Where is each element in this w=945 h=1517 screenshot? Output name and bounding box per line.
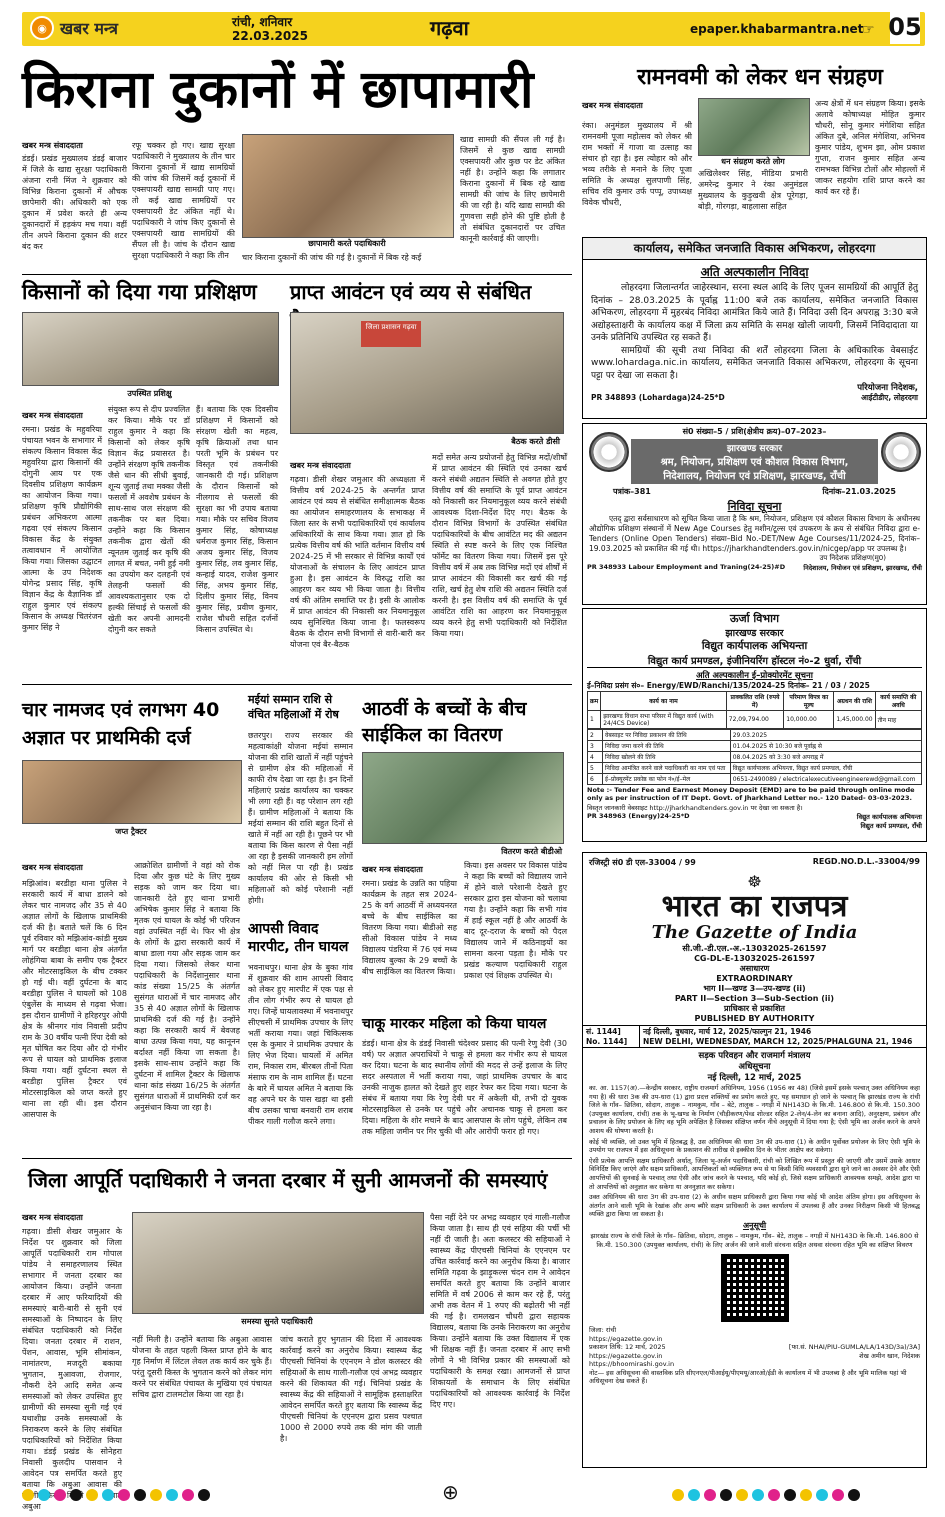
story10-caption: समस्या सुनते पदाधिकारी <box>241 1317 313 1326</box>
tender3-box <box>582 608 927 842</box>
divider <box>22 1158 572 1159</box>
date: 22.03.2025 <box>232 29 308 43</box>
story7-col1: भवनाथपुर। थाना क्षेत्र के बुका गांव में शुक्रवार की शाम आपसी विवाद को लेकर हुए मारपीट में एक पक्ष से तीन लोग गंभीर रूप से घायल हो गए। जिन्हें घायलावस्था में भवनाथपुर सीएचसी में प्राथमिक उपचार के लिए भर्ती कराया गया। जहां चिकित्सक एस के कुमार ने प्राथमिक उपचार के लिए भेज दिया। घायलों में अमित राम, निकास राम, बीरबल तीनों पिता मंसाफ राम के नाम शामिल हैं। घटना के बारे में घायल अमित ने बताया कि वह अपने घर के पास खड़ा था इसी बीच उसका चाचा बनवारी राम शराब पीकर गाली गलौज करने लगा। <box>248 963 353 1126</box>
tender3-pr: PR 348963 (Energy)24-25*D <box>587 812 690 820</box>
gazette-part-hi: भाग II—खण्ड 3—उप-खण्ड (ii) <box>703 984 806 993</box>
gazette-site1: https://egazette.gov.in <box>589 1334 663 1343</box>
tender3-table-cell: झारखण्ड विधान सभा परिसर में विद्युत कार्य (with 24/4CS Device) <box>601 711 727 729</box>
registration-dot-icon <box>70 1489 82 1501</box>
story5-caption: जप्त ट्रैक्टर <box>115 827 147 836</box>
story3-caption: उपस्थित प्रशिक्षु <box>127 389 172 398</box>
tender3-table-header: परिमाण विपत्र का मूल्य <box>784 692 834 711</box>
story5-col2: आक्रोशित ग्रामीणों ने वहां को रोक दिया और कुछ घंटे के लिए मुख्य सड़क को जाम कर दिया था। जानकारी देते हुए थाना प्रभारी अभिषेक कुमार सिंह ने बताया कि मृतक एवं घायल के कोई भी परिजन वहां उपस्थित नहीं थे। फिर भी क्षेत्र के लोगों के द्वारा सरकारी कार्य में बाधा डाला गया और सड़क जाम कर दिया गया। जिसको लेकर थाना पदाधिकारी के निर्देशानुसार थाना कांड संख्या 15/25 के अंतर्गत सुसंगत धाराओं में चार नामजद और 35 से 40 अज्ञात लोगों के खिलाफ प्राथमिकी दर्ज की गई है। उन्होंने कहा कि सरकारी कार्य में बेवजह बाधा उत्पन्न किया गया, यह कानूनन बर्दाश्त नहीं किया जा सकता है। इसके साथ-साथ उन्होंने कहा कि दुर्घटना में शामिल ट्रैक्टर के खिलाफ थाना कांड संख्या 16/25 के अंतर्गत सुसंगत धाराओं में प्राथमिकी दर्ज कर अनुसंधान किया जा रहा है। <box>134 861 240 1112</box>
city-day: रांची, शनिवार <box>232 15 293 29</box>
tender3-table-header: क्रम <box>588 692 601 711</box>
story3-col1: रमना। प्रखंड के महुवरिया पंचायत भवन के सभागार में संकल्प किसान विकास केंद्र महुवरिया द्वारा किसानों की दोगुनी आय पर एक दिवसीय प्रशिक्षण कार्यक्रम का आयोजन किया गया। प्रशिक्षण कृषि प्रौद्योगिकी प्रबंधन अभिकरण आत्मा गढ़वा एवं संकल्प किसान विकास केंद्र के संयुक्त तत्वावधान में आयोजित किया गया। जिसका उद्घाटन आत्मा के उप निदेशक योगेन्द्र प्रसाद सिंह, कृषि विज्ञान केंद्र के वैज्ञानिक डॉ राहुल कुमार एवं संकल्प किसान के अध्यक्ष चितरंजन कुमार सिंह ने <box>22 425 102 632</box>
story10-col3: जांच कराते हुए भुगतान की दिशा में आवश्यक कार्रवाई करने का अनुरोध किया। स्वास्थ्य केंद्र पीएचसी चिनियां के एएनएम ने डोल कलस्टर की सहियाओं के साथ गाली-गलौज एवं अभद्र व्यवहार करने की शिकायत की गई। चिनियां प्रखंड के स्वास्थ्य केंद्र की सहियाओं ने सामूहिक हस्ताक्षरित आवेदन समर्पित करते हुए बताया कि स्वास्थ्य केंद्र पीएचसी चिनियां के एएनएम द्वारा प्रसव पश्चात 1000 से 2000 रुपये तक की मांग की जाती है। <box>280 1335 422 1443</box>
tender2-ref: सं0 संख्या–5 / प्रशि(क्षेत्रीय क्रय)–07–2023– <box>682 427 827 436</box>
gazette-site2: https://egazette.gov.in <box>589 1351 663 1360</box>
tender3-schedule-cell: वेबसाइट पर निविदा प्रकाशन की तिथि <box>603 730 731 741</box>
gazette-extraordinary: EXTRAORDINARY <box>716 974 793 983</box>
gazette-auth-hi: प्राधिकार से प्रकाशित <box>724 1004 785 1013</box>
story3-col2: संयुक्त रूप से दीप प्रज्वलित कर किया। मौके पर डॉ राहुल कुमार ने कहा कि किसानों को लेकर कृषि विज्ञान केंद्र प्रयासरत है। उन्होंने संरक्षण कृषि तकनीक जैसे धान की सीधी बुवाई, शून्य जुताई तथा मक्का जैसी फसलों में अवशेष प्रबंधन के साथ-साथ जल संरक्षण की तकनीक पर बल दिया। उन्होंने कहा कि किसान तकनीक द्वारा खेतों की न्यूनतम जुताई कर कृषि की लागत में बचत, नमी हुई नमी का उपयोग कर दलहनी एवं तेलहनी फसलों की आवश्यकतानुसार एक दो हल्की सिंचाई से फसलों की खेती कर अपनी आमदनी दोगुनी कर सकते <box>108 405 190 634</box>
tender2-dept2: निदेशालय, नियोजन एवं प्रशिक्षण, झारखण्ड, राँची <box>663 471 846 482</box>
tender1-dept: कार्यालय, समेकित जनजाति विकास अभिकरण, लोहरदगा <box>583 238 926 260</box>
gazette-part-en: PART II—Section 3—Sub-Section (ii) <box>674 994 835 1003</box>
registration-dot-icon <box>752 1489 764 1501</box>
story4-board: जिला प्रशासन गढ़वा <box>361 321 421 347</box>
tender3-schedule-cell: 29.03.2025 <box>730 730 921 741</box>
gazette-site3: https://bhoomirashi.gov.in <box>589 1360 675 1369</box>
story6-col1: छतरपुर। राज्य सरकार की महत्वाकांक्षी योजना मईयां सम्मान योजना की राशि खातों में नहीं पहुंचने से ग्रामीण क्षेत्र की महिलाओं में काफी रोष देखा जा रहा है। इन दिनों महिलाएं प्रखंड कार्यालय का चक्कर भी लगा रही हैं। वह परेशान लग रही हैं। ग्रामीण महिलाओं ने बताया कि मईयां सम्मान की राशि बहुत दिनों से खाते में नहीं आ रही है। पूछने पर भी बताया कि किस कारण से पैसा नहीं आ रहा है इसकी जानकारी हम लोगों को नहीं मिल पा रही है। प्रखंड कार्यालय की ओर से किसी भी महिलाओं को कोई परेशानी नहीं होगी। <box>248 731 353 905</box>
gazette-title-hi: भारत का राजपत्र <box>661 889 848 924</box>
gazette-signer: शेख अमीन खान, निदेशक <box>859 1351 920 1360</box>
tender3-title: अति अल्पकालीन ई–प्रोक्योरमेंट सूचना <box>696 671 813 681</box>
gazette-no-hi: सं. 1144] <box>586 1027 621 1036</box>
table-row <box>588 741 922 752</box>
story10-col2: नहीं मिली है। उन्होंने बताया कि अबुआ आवास योजना के तहत पहली किस्त प्राप्त होने के बाद गृह निर्माण में लिंटल लेवल तक कार्य कर चुके हैं। परंतु दूसरी किस्त के भुगतान करने को लेकर मांग करने पर संबंधित पंचायत के मुखिया एवं पंचायत सचिव द्वारा टालमटोल किया जा रहा है। <box>132 1335 272 1399</box>
registration-dot-icon <box>198 1489 210 1501</box>
story8-photo <box>362 752 564 844</box>
tender2-pr: PR 348933 Labour Employment and Traning(24-25)#D <box>587 563 786 571</box>
tender3-table-header: कार्य का नाम <box>601 692 727 711</box>
color-dots-right <box>672 1486 864 1505</box>
registration-dot-icon <box>768 1489 780 1501</box>
tender3-table-cell: 1,45,000.00 <box>834 711 875 729</box>
tender2-text: एतद् द्वारा सर्वसाधारण को सूचित किया जाता है कि श्रम, नियोजन, प्रशिक्षण एवं कौशल विकास विभाग के अधीनस्थ औद्योगिक प्रशिक्षण संस्थानों में New Age Courses हेतु मशीन/टूल्स एवं उपकरण के क्रय से संबंधित निविदा द्वारा e-Tenders (Online Open Tenders) संख्या–Bid No.-DET/New Age Courses/11/2024-25, दिनांक–19.03.2025 को प्रकाशित की गई थी। https://jharkhandtenders.gov.in/nicgep/app पर उपलब्ध है। <box>589 514 920 553</box>
tender3-note2: विस्तृत जानकारी वेबसाइट http://jharkhandtenders.gov.in पर देखा जा सकता है। <box>587 804 803 812</box>
registration-dot-icon <box>86 1489 98 1501</box>
story4-headline: प्राप्त आवंटन एवं व्यय से संबंधित <box>290 280 532 304</box>
tender1-para1: लोहरदगा जिलान्तर्गत जाहेरस्थान, सरना स्थल आदि के लिए पूजन सामग्रियों की आपूर्ति हेतु दिनांक – 28.03.2025 के पूर्वाह्न 11:00 बजे तक कार्यालय, समेकित जनजाति विकास अभिकरण, लोहरदगा में मुहरबंद निविदा आमंत्रित किये जाते हैं। निविदा उसी दिन अपराह्न 3:30 बजे अद्योहस्ताक्षरी के कार्यालय कक्ष में जिला क्रय समिति के समक्ष खोली जायगी, जिसमें निविदादाता या उनके प्रतिनिधि उपस्थित रह सकते हैं। <box>591 283 918 343</box>
story5-byline: खबर मन्त्र संवाददाता <box>22 863 83 872</box>
gazette-body: का. आ. 1157(अ).—केन्द्रीय सरकार, राष्ट्रीय राजमार्ग अधिनियम, 1956 (1956 का 48) (जिसे इसमें इसके पश्चात् उक्त अधिनियम कहा गया है) की धारा 3क की उप-धारा (1) द्वारा प्रदत्त शक्तियों का प्रयोग करते हुए, यह समाधान हो जाने के पश्चात् कि झारखंड राज्य के रांची जिले के गाँव– छितिवा, सोदाग, तालुक – नामकुम, गाँव – बेटे, तालुक – नगड़ी में NH143D के कि.मी. 146.800 से कि.मी. 150.300 (उपयुक्त कार्यालय, रांची) तक के भू-खण्ड के निर्माण (चौड़ीकरण/पेव्ड शोल्डर सहित 2-लेन/4-लेन का बनाना आदि), अनुरक्षण, प्रबंधन और प्रचालन के लिए प्रयोजन के लिए वह भूमि अपेक्षित है जिसका संक्षिप्त वर्णन नीचे अनुसूची में दिया गया है; ऐसी भूमि का अर्जन करने के अपने आशय की घोषणा करती है। <box>589 1084 920 1135</box>
story1-col1: डंडई। प्रखंड मुख्यालय डंडई बाजार में जिले के खाद्य सुरक्षा पदाधिकारी अंजना रानी मिंज ने शुक्रवार को विभिन्न किराना दुकानों में औचक छापेमारी की। अधिकारी को एक दुकान में प्रवेश करते ही अन्य दुकानदारों में हड़कंप मच गया। वहीं तीन अपने किराना दुकान की शटर बंद कर <box>22 154 127 251</box>
story9-headline: चाकू मारकर महिला को किया घायल <box>362 1016 547 1032</box>
tender3-schedule-cell: 4 <box>588 752 603 763</box>
story2-headline: रामनवमी को लेकर धन संग्रहण <box>637 65 883 90</box>
gazette-code1: सी.जी.-डी.एल.-अ.-13032025-261597 <box>682 944 827 953</box>
gazette-box <box>582 852 927 1468</box>
gazette-title-en: The Gazette of India <box>651 922 858 943</box>
gazette-date-en: NEW DELHI, WEDNESDAY, MARCH 12, 2025/PHALGUNA 21, 1946 <box>643 1037 913 1046</box>
divider <box>22 274 572 275</box>
story3-headline: किसानों को दिया गया प्रशिक्षण <box>22 280 257 304</box>
divider <box>22 684 572 685</box>
gazette-code2: CG-DL-E-13032025-261597 <box>694 954 815 963</box>
registration-dot-icon <box>102 1489 114 1501</box>
gazette-reg-left: रजिस्ट्री सं0 डी एल-33004 / 99 <box>589 858 696 867</box>
table-row <box>588 774 922 785</box>
gazette-schedule: अनुसूची <box>742 1220 767 1230</box>
tender1-title: अति अल्पकालीन निविदा <box>700 265 809 279</box>
tender3-schedule-cell: निविदा खोलने की तिथि <box>603 752 731 763</box>
registration-dot-icon <box>848 1489 860 1501</box>
registration-dot-icon <box>832 1489 844 1501</box>
registration-dot-icon <box>54 1489 66 1501</box>
ashoka-emblem-icon: ☸ <box>747 872 762 891</box>
tender3-table-header: प्राक्कलित राशि (रुपये में) <box>726 692 784 711</box>
footer-marks <box>22 1478 925 1506</box>
tender3-table-header: कार्य समाप्ति की अवधि <box>875 692 921 711</box>
tender3-table-cell: 72,09,794.00 <box>726 711 784 729</box>
gazette-body2: कोई भी व्यक्ति, जो उक्त भूमि में हितबद्ध है, उस अधिनियम की धारा 3ग की उप-धारा (1) के अधीन पूर्वोक्त प्रयोजन के लिए ऐसी भूमि के उपयोग पर राजपत्र में इस अधिसूचना के प्रकाशन की तारीख से इक्कीस दिन के भीतर आक्षेप कर सकेगा। <box>589 1137 920 1155</box>
story3-photo <box>22 312 279 386</box>
tender3-schedule-cell: 6 <box>588 774 603 785</box>
story6-headline: मईयां सम्मान राशि से वंचित महिलाओं में रोष <box>248 693 339 721</box>
tender3-table-cell: 1 <box>588 711 601 729</box>
story4-caption: बैठक करते डीसी <box>511 437 560 446</box>
registration-dot-icon <box>118 1489 130 1501</box>
gazette-foot: नोट— इस अधिसूचना की वास्तविक प्रति सीएनएल/पीआईयू/पीएमयू/आरओ/ईडी के कार्यालय में भी उपलब्ध है और भूमि मालिक यहां भी अधिसूचना देख सकते हैं। <box>589 1368 907 1386</box>
story5-headline: चार नामजद एवं लगभग 40 अज्ञात पर प्राथमिकी दर्ज <box>22 699 220 749</box>
gazette-body4: उक्त अधिनियम की धारा 3ग की उप-धारा (2) के अधीन सक्षम प्राधिकारी द्वारा किया गया कोई भी आदेश अंतिम होगा। इस अधिसूचना के अंतर्गत आने वाली भूमि के रेखांक और अन्य ब्यौरे सक्षम प्राधिकारी के उक्त कार्यालय में उपलब्ध हैं और उनका निरीक्षण किसी भी हितबद्ध व्यक्ति द्वारा किया जा सकता है। <box>589 1193 920 1219</box>
tender3-division: विद्युत कार्य प्रमण्डल, इंजीनियरिंग हॉस्टल नं०-2 धुर्वा, राँची <box>587 653 922 668</box>
tender3-schedule-cell: 3 <box>588 741 603 752</box>
story10-col4: पैसा नहीं देने पर अभद्र व्यवहार एवं गाली-गलौज किया जाता है। साथ ही एवं सहिया की पर्ची भी नहीं दी जाती है। अतः कलस्टर की सहियाओं ने स्वास्थ्य केंद्र पीएचसी चिनियां के एएनएम पर उचित कार्रवाई करने का अनुरोध किया है। बाजार समिति गढ़वा के झाड़ूकल्स चंदन राम ने आवेदन समर्पित करते हुए बताया कि उन्होंने बाजार समिति में वर्ष 2006 से काम कर रहे हैं, परंतु अभी तक वेतन में 1 रुपए की बढ़ोतरी भी नहीं की गई है। रामलखन चौधरी द्वारा सहायक विद्यालय, बताया कि उनके निराकरण का अनुरोध किया। उन्होंने बताया कि उक्त विद्यालय में एक भी शिक्षक नहीं हैं। जनता दरबार में आए सभी लोगों ने भी विभिन्न प्रकार की समस्याओं को पदाधिकारी के समक्ष रखा। आमजनों से प्राप्त शिकायतों के समाधान के लिए संबंधित पदाधिकारियों को आवश्यक कार्रवाई के निर्देश दिए गए। <box>430 1213 570 1409</box>
tender3-ref: ई–निविदा प्रसंग सं०– Energy/EWD/Ranchi/135/2024-25 दिनांक– 21 / 03 / 2025 <box>587 681 870 690</box>
story1-caption2: चार किराना दुकानों की जांच की गई है। दुकानों में बिक रहे कई <box>242 253 422 262</box>
section-name: गढ़वा <box>430 16 469 40</box>
story3-byline: खबर मन्त्र संवाददाता <box>22 411 83 420</box>
story2-photo <box>698 98 810 156</box>
registration-dot-icon <box>134 1489 146 1501</box>
gazette-pub-date: प्रकाशन तिथि: 12 मार्च, 2025 <box>589 1343 666 1352</box>
tender3-schedule-cell: 0651-2490089 / electricalexecutiveengineerewd@gmail.com <box>730 774 921 785</box>
story1-caption: छापामारी करते पदाधिकारी <box>308 239 386 248</box>
story5-photo <box>22 760 242 824</box>
crosshair-icon: ⊕ <box>442 1480 459 1504</box>
brand-logo <box>30 16 118 40</box>
brand-name: खबर मन्त्र <box>60 19 118 38</box>
story9-col1: डंडई। थाना क्षेत्र के डंडई निवासी चंदेश्वर प्रसाद की पत्नी रेणु देवी (30 वर्ष) पर अज्ञात अपराधियों ने चाकू से हमला कर गंभीर रूप से घायल कर दिया। घटना के बाद स्थानीय लोगों की मदद से उन्हें इलाज के लिए सदर अस्पताल में भर्ती कराया गया, जहां प्राथमिक उपचार के बाद उनकी नाजुक हालत को देखते हुए शहर रेफर कर दिया गया। घटना के संबंध में बताया गया कि रेणु देवी घर में अकेली थी, तभी दो युवक मोटरसाइकिल से उनके घर पहुंचे और अचानक चाकू से हमला कर दिया। महिला के शोर मचाने के बाद आसपास के लोग पहुंचे, लेकिन तब तक महिला जमीन पर गिर चुकी थी और आरोपी फरार हो गए। <box>362 1039 567 1136</box>
tender3-office: विद्युत कार्यपालक अभियन्ता <box>701 640 808 652</box>
qr-code-icon <box>721 1254 789 1322</box>
story10-photo <box>132 1212 424 1314</box>
story4-byline: खबर मन्त्र संवाददाता <box>290 461 351 470</box>
story1-byline: खबर मन्त्र संवाददाता <box>22 141 83 150</box>
registration-dot-icon <box>672 1489 684 1501</box>
tender3-govt: झारखण्ड सरकार <box>725 628 784 639</box>
tender2-dinank: दिनांक–21.03.2025 <box>822 487 896 496</box>
tender1-para2: सामग्रियों की सूची तथा निविदा की शर्तें लोहरदगा जिला के अधिकारिक वेबसाईट www.lohardaga.nic.in कार्यालय, समेकित जनजाति विकास अभिकरण, लोहरदगा के सूचना पट्टा पर देखा जा सकता है। <box>591 345 918 381</box>
tender3-schedule-cell: 5 <box>588 763 603 774</box>
story2-col3: अन्य क्षेत्रों में धन संग्रहण किया। इसके अलावे कोषाध्यक्ष मोहित कुमार चौधरी, सोनू कुमार मंगेशिया सहित अंकित दुबे, अनिल मंगेशिया, अभिनव कुमार पांडेय, शुभम झा, ओम प्रकाश गुप्ता, राजन कुमार सहित अन्य रामभक्त विभिन्न टोलों और मोहल्लों में जाकर सहयोग राशि प्राप्त करने का कार्य कर रहे हैं। <box>815 99 925 196</box>
story10-byline: खबर मन्त्र संवाददाता <box>22 1213 83 1222</box>
story4-col1: गढ़वा। डीसी शेखर जमुआर की अध्यक्षता में वित्तीय वर्ष 2024-25 के अन्तर्गत प्राप्त आवंटन एवं व्यय से संबंधित समीक्षात्मक बैठक का आयोजन समाहरणालय के सभाकक्ष में जिला स्तर के सभी पदाधिकारियों एवं कार्यालय अधिकारियों के साथ किया गया। ज्ञात हो कि प्रत्येक वित्तीय वर्ष की भांति वर्तमान वित्तीय वर्ष 2024-25 में भी सरकार से विभिन्न कार्यों एवं योजनाओं के संचालन के लिए आवंटन प्राप्त हुआ है। इस आवंटन के विरुद्ध राशि का आहरण कर व्यय भी किया जाता है। वित्तीय वर्ष की अंतिम समाप्ति पर है। इसी के आलोक में प्राप्त आवंटन की निकासी कर नियमानुकूल व्यय सुनिश्चित किया जाना है। फलस्वरूप बैठक के दौरान सभी विभागों से वारी-बारी कर योजना एवं बैर-बैठक <box>290 475 425 649</box>
tender2-title: निविदा सूचना <box>727 500 782 513</box>
registration-dot-icon <box>736 1489 748 1501</box>
gazette-body3: ऐसी प्रत्येक आपत्ति सक्षम प्राधिकारी अर्थात्, जिला भू-अर्जन पदाधिकारी, रांची को लिखित रूप में प्रस्तुत की जाएगी और उसमें उसके आधार विनिर्दिष्ट किए जाएंगे और सक्षम प्राधिकारी, आपत्तिकर्ता को व्यक्तिगत रूप से या किसी विधि व्यवसायी द्वारा सुने जाने का अवसर देने और ऐसी आपत्तियों की सुनवाई के पश्चात् तथा ऐसी और जांच करने के पश्चात्, यदि कोई हो, जिसे सक्षम प्राधिकारी आवश्यक समझे, आदेश द्वारा या तो आपत्तियों को अनुज्ञात कर सकेगा या अननुज्ञात कर सकेगा। <box>589 1156 920 1191</box>
tender3-table <box>587 691 922 729</box>
story2-byline: खबर मन्त्र संवाददाता <box>582 101 643 110</box>
story3-col3: हैं। बताया कि एक दिवसीय प्रशिक्षण में किसानों को संरक्षण खेती का महत्व, कृषि क्रियाओं तथा धान परती भूमि के प्रबंधन पर विस्तृत एवं तकनीकी जानकारी दी गई। प्रशिक्षण के दौरान किसानों को नीलगाय से फसलों की सुरक्षा का भी उपाय बताया गया। मौके पर सचिव विजय कुमार सिंह, कोषाध्यक्ष धर्मराज कुमार सिंह, किसान अजय कुमार सिंह, विजय कुमार सिंह, लव कुमार सिंह, कन्हाई यादव, राजेश कुमार सिंह, अभय कुमार सिंह, दिलीप कुमार सिंह, विनय कुमार सिंह, प्रवीण कुमार, राजेश चौधरी सहित दर्जनों किसान उपस्थित थे। <box>196 405 278 634</box>
gazette-sched-text: झारखंड राज्य के रांची जिले के गाँव– छितिवा, सोदाग, तालुक – नामकुम, गाँव– बेटे, तालुक – नगड़ी में NH143D के कि.मी. 146.800 से कि.मी. 150.300 (उपयुक्त कार्यालय, रांची) के लिए अर्जन की जाने वाली संरचना सहित अथवा संरचना रहित भूमि का संक्षिप्त विवरण <box>590 1231 919 1249</box>
tender3-table-cell: तीन माह <box>875 711 921 729</box>
story10-col1: गढ़वा। डीसी शेखर जमुआर के निर्देश पर शुक्रवार को जिला आपूर्ति पदाधिकारी राम गोपाल पांडेय ने समाहरणालय स्थित सभागार में जनता दरबार का आयोजन किया। उन्होंने जनता दरबार में आए फरियादियों की समस्याएं बारी-बारी से सुनी एवं समस्याओं के निष्पादन के लिए संबंधित पदाधिकारी को निर्देश दिया। जनता दरबार में राशन, पेंशन, आवास, भूमि सीमांकन, नामांतरण, मजदूरी बकाया भुगतान, मुआवजा, रोजगार, नौकरी देने आदि समेत अन्य समस्याओं को लेकर उपस्थित हुए ग्रामीणों की समस्या सुनी गई एवं यथाशीघ्र उनके समस्याओं के निराकरण करने के लिए संबंधित पदाधिकारियों को निर्देशित किया गया। डंडई प्रखंड के सोनेहरा निवासी कुलदीप पासवान ने आवेदन पत्र समर्पित करते हुए बताया कि अबुआ आवास की किस्त अबुआ <box>22 1227 122 1511</box>
tender1-sign2: आईटीडीए, लोहरदगा <box>861 393 918 402</box>
story1-headline: किराना दुकानों में छापामारी <box>22 60 534 120</box>
tender3-schedule-cell: 08.04.2025 को 3:30 बजे अपराह्न में <box>730 752 921 763</box>
tender3-schedule-cell: 2 <box>588 730 603 741</box>
tender3-schedule-cell: ई–प्रोक्यूरमेंट प्रकोष्ठ का फोन नं०/ई–मेल <box>603 774 731 785</box>
gazette-district: जिला: रांची <box>589 1326 617 1335</box>
tender2-dept1: श्रम, नियोजन, प्रशिक्षण एवं कौशल विकास विभाग, <box>660 457 849 468</box>
gazette-notice: अधिसूचना <box>738 1062 771 1072</box>
story8-headline: आठवीं के बच्चों के बीच साईकिल का वितरण <box>362 698 527 746</box>
registration-dot-icon <box>784 1489 796 1501</box>
tender2-patrank: पत्रांक–381 <box>613 487 651 496</box>
story8-byline: खबर मन्त्र संवाददाता <box>362 865 423 874</box>
story8-caption: वितरण करते बीडीओ <box>501 847 562 856</box>
gazette-notice-date: नई दिल्ली, 12 मार्च, 2025 <box>707 1073 802 1083</box>
pointer-hand-icon: ☞ <box>862 22 875 38</box>
story8-col2: किया। इस अवसर पर विकास पांडेय ने कहा कि बच्चों को विद्यालय जाने में होने वाले परेशानी देखते हुए सरकार द्वारा इस योजना को चलाया गया है। उन्होंने कहा कि सभी गांव में हाई स्कूल नहीं है और आठवीं के बाद दूर-दराज के बच्चों को पैदल विद्यालय जाने में कठिनाइयों का सामना करना पड़ता है। मौके पर प्रखंड कल्याण पदाधिकारी राहुल प्रकाश एवं शिक्षक उपस्थित थे। <box>464 861 567 980</box>
story1-col3: खाद्य सामग्री की सैंपल ली गई है। जिसमें से कुछ खाद्य सामग्री एक्सपायरी और कुछ पर डेट अंकित नहीं है। उन्होंने कहा कि लगातार किराना दुकानों में बिक रहे खाद्य सामग्री की जांच के लिए छापेमारी की जा रही है। यदि खाद्य सामग्री की गुणवत्ता सही होने की पुष्टि होती है तो संबंधित दुकानदारों पर उचित कानूनी कार्रवाई की जाएगी। <box>460 135 565 243</box>
registration-dot-icon <box>150 1489 162 1501</box>
tender1-pr: PR 348893 (Lohardaga)24-25*D <box>591 393 725 402</box>
tender3-table-cell: 10,000.00 <box>784 711 834 729</box>
epaper-link[interactable]: epaper.khabarmantra.net <box>690 22 864 36</box>
registration-dot-icon <box>816 1489 828 1501</box>
tender3-sign2: विद्युत कार्य प्रमण्डल, राँची <box>860 822 922 830</box>
gazette-no-en: No. 1144] <box>586 1037 628 1046</box>
jharkhand-emblem-icon <box>589 432 629 472</box>
registration-dot-icon <box>166 1489 178 1501</box>
story8-col1: रमना। प्रखंड के उन्नति का पहिया कार्यक्रम के तहत सत्र 2024-25 के वर्ग आठवीं में अध्ययनरत बच्चे के बीच साईकिल का वितरण किया गया। बीडीओ सह सीओ विकास पांडेय ने मध्य विद्यालय पंडरिया में 76 एवं मध्य विद्यालय बुल्का के 29 बच्चों के बीच साईकिल का वितरण किया। <box>362 879 457 976</box>
gazette-ministry: सड़क परिवहन और राजमार्ग मंत्रालय <box>698 1051 811 1061</box>
gazette-auth-en: PUBLISHED BY AUTHORITY <box>583 1014 926 1026</box>
tender3-schedule-table <box>587 729 922 785</box>
story5-col1: मझिआंव। बरडीहा थाना पुलिस ने सरकारी कार्य में बाधा डालने को लेकर चार नामजद और 35 से 40 अज्ञात लोगों के खिलाफ प्राथमिकी दर्ज की है। बताते चलें कि 6 दिन पूर्व रविवार को मझिआंव-कांडी मुख्य मार्ग पर बरडीहा थाना क्षेत्र अंतर्गत लोहंगिया बाबा के समीप एक ट्रैक्टर और मोटरसाइकिल के बीच टक्कर हो गई थी। वहीं दुर्घटना के बाद बरडीहा पुलिस ने घायलों को 108 एंबुलेंस के माध्यम से गढ़वा भेजा। इस दौरान ग्रामीणों ने हरिहरपुर ओपी क्षेत्र के श्रीनगर गांव निवासी प्रदीप राम के 30 वर्षीय पत्नी रिंपा देवी को मृत घोषित कर दिया और दो गंभीर रूप से घायल को प्राथमिक इलाज किया गया। वहीं दुर्घटना स्थल से बरडीहा पुलिस ट्रैक्टर एवं मोटरसाइकिल को जप्त करते हुए थाना ला रही थी। इस दौरान आसपास के <box>22 879 127 1119</box>
story1-col2: रफू चक्कर हो गए। खाद्य सुरक्षा पदाधिकारी ने मुख्यालय के तीन चार किराना दुकानों में खाद्य सामग्रियों की जांच की जिसमें कई दुकानों में एक्सपायरी खाद्य सामग्री पाए गए। तो कई खाद्य सामग्रियों पर एक्सपायरी डेट अंकित नहीं थे। पदाधिकारी ने जांच किए दुकानों से एक्सपायरी खाद्य सामग्रियों की सैंपल ली है। जांच के दौरान खाद्य सुरक्षा पदाधिकारी ने कहा कि तीन <box>132 141 235 260</box>
tender2-govt: झारखण्ड सरकार <box>726 444 783 454</box>
registration-dot-icon <box>704 1489 716 1501</box>
registration-dot-icon <box>800 1489 812 1501</box>
page-number: 05 <box>890 10 920 44</box>
tender2-sign2: निदेशालय, नियोजन एवं प्रशिक्षण, झारखण्ड, राँची <box>803 564 922 572</box>
tender1-sign: परियोजना निदेशक, <box>857 383 918 393</box>
story1-photo <box>242 134 454 238</box>
registration-dot-icon <box>688 1489 700 1501</box>
registration-dot-icon <box>720 1489 732 1501</box>
story10-headline: जिला आपूर्ति पदाधिकारी ने जनता दरबार में सुनी आमजनों की समस्याएं <box>28 1168 548 1192</box>
color-dots-left <box>22 1486 214 1505</box>
tender3-table-header: अग्रधन की राशि <box>834 692 875 711</box>
story4-photo <box>290 312 564 434</box>
gazette-asadharan: असाधारण <box>739 964 770 973</box>
registration-dot-icon <box>22 1489 34 1501</box>
logo-icon: ◉ <box>30 16 54 40</box>
dept-seal-icon <box>881 432 921 472</box>
story7-headline: आपसी विवाद मारपीट, तीन घायल <box>248 921 349 955</box>
tender3-org: ऊर्जा विभाग <box>729 612 780 625</box>
table-row <box>588 763 922 774</box>
registration-dot-icon <box>38 1489 50 1501</box>
story2-caption: धन संग्रहण करते लोग <box>721 157 785 166</box>
gazette-reg-right: REGD.NO.D.L.-33004/99 <box>812 857 920 866</box>
story2-col1: रंका। अनुमंडल मुख्यालय में श्री रामनवमी पूजा महोत्सव को लेकर श्री राम भक्तों में गाजा वा उत्साह का संचार हो रहा है। इस त्योहार को और भव्य तरीके से मनाने के लिए पूजा समिति के अध्यक्ष सुलपाणी सिंह, सचिव रवि कुमार उर्फ पप्पू, उपाध्यक्ष विवेक चौधरी, <box>582 121 692 207</box>
tender3-schedule-cell: निविदा जमा करने की तिथि <box>603 741 731 752</box>
registration-dot-icon <box>182 1489 194 1501</box>
table-row <box>588 752 922 763</box>
story2-col2: अखिलेश्वर सिंह, मीडिया प्रभारी अमरेन्द्र कुमार ने रंका अनुमंडल मुख्यालय के कुड़ुखवी क्षेत्र पूरेगड़ा, बोड़ी, गोरगड़ा, बाहलासा सहित <box>698 169 808 211</box>
tender3-schedule-cell: 01.04.2025 से 10:30 बजे पूर्वाह्न से <box>730 741 921 752</box>
tender3-note: Note :- Tender Fee and Earnest Money Deposit (EMD) are to be paid through online mode only as per instruction of IT Dept. Govt. of Jharkhand Letter no.- 120 Dated- 03-03-2023. <box>587 786 915 802</box>
tender2-sign: उप निदेशक प्रशिक्षण(मु0) <box>819 554 886 562</box>
table-row <box>588 730 922 741</box>
tender3-sign: विद्युत कार्यपालक अभियन्ता <box>856 813 922 821</box>
tender2-box <box>582 423 927 605</box>
gazette-date-hi: नई दिल्ली, बुधवार, मार्च 12, 2025/फाल्गुन 21, 1946 <box>643 1027 812 1036</box>
tender3-schedule-cell: निविदा आमंत्रित करने वाले पदाधिकारी का नाम एवं पता <box>603 763 731 774</box>
dateline <box>232 15 308 43</box>
tender3-schedule-cell: विद्युत कार्यपालक अभियन्ता, विद्युत कार्य प्रमण्डल, राँची <box>730 763 921 774</box>
story4-col2: मदों समेत अन्य प्रयोजनों हेतु विभिन्न मदों/शीर्षों में प्राप्त आवंटन की स्थिति एवं उनका खर्च करने संबंधी अद्यतन स्थिति से अवगत होते हुए वित्तीय वर्ष की समाप्ति के पूर्व प्राप्त आवंटन को निकासी कर नियमानुकूल व्यय करने संबंधी आवश्यक दिशा-निर्देश दिए गए। बैठक के दौरान विभिन्न विभागों के उपस्थित संबंधित पदाधिकारियों के बीच आवंटित मद की अद्यतन स्थिति से स्पष्ट करने के लिए एक निश्चित फॉर्मेट का वितरण किया गया। जिसमें इस पूरे वित्तीय वर्ष में अब तक विभिन्न मदों एवं शीर्षों में प्राप्त आवंटन की विकासी कर खर्च की गई राशि, खर्च हेतु शेष राशि की अद्यतन स्थिति दर्ज करनी है। इस वित्तीय वर्ष की समाप्ति के पूर्व आवंटित राशि का आहरण कर नियमानुकूल व्यय करने हेतु सभी पदाधिकारी को निर्देशित किया गया। <box>432 453 567 638</box>
tender1-box <box>582 237 927 419</box>
gazette-file: [फा.सं. NHAI/PIU-GUMLA/LA/143D/3a)/3A] <box>788 1343 920 1352</box>
